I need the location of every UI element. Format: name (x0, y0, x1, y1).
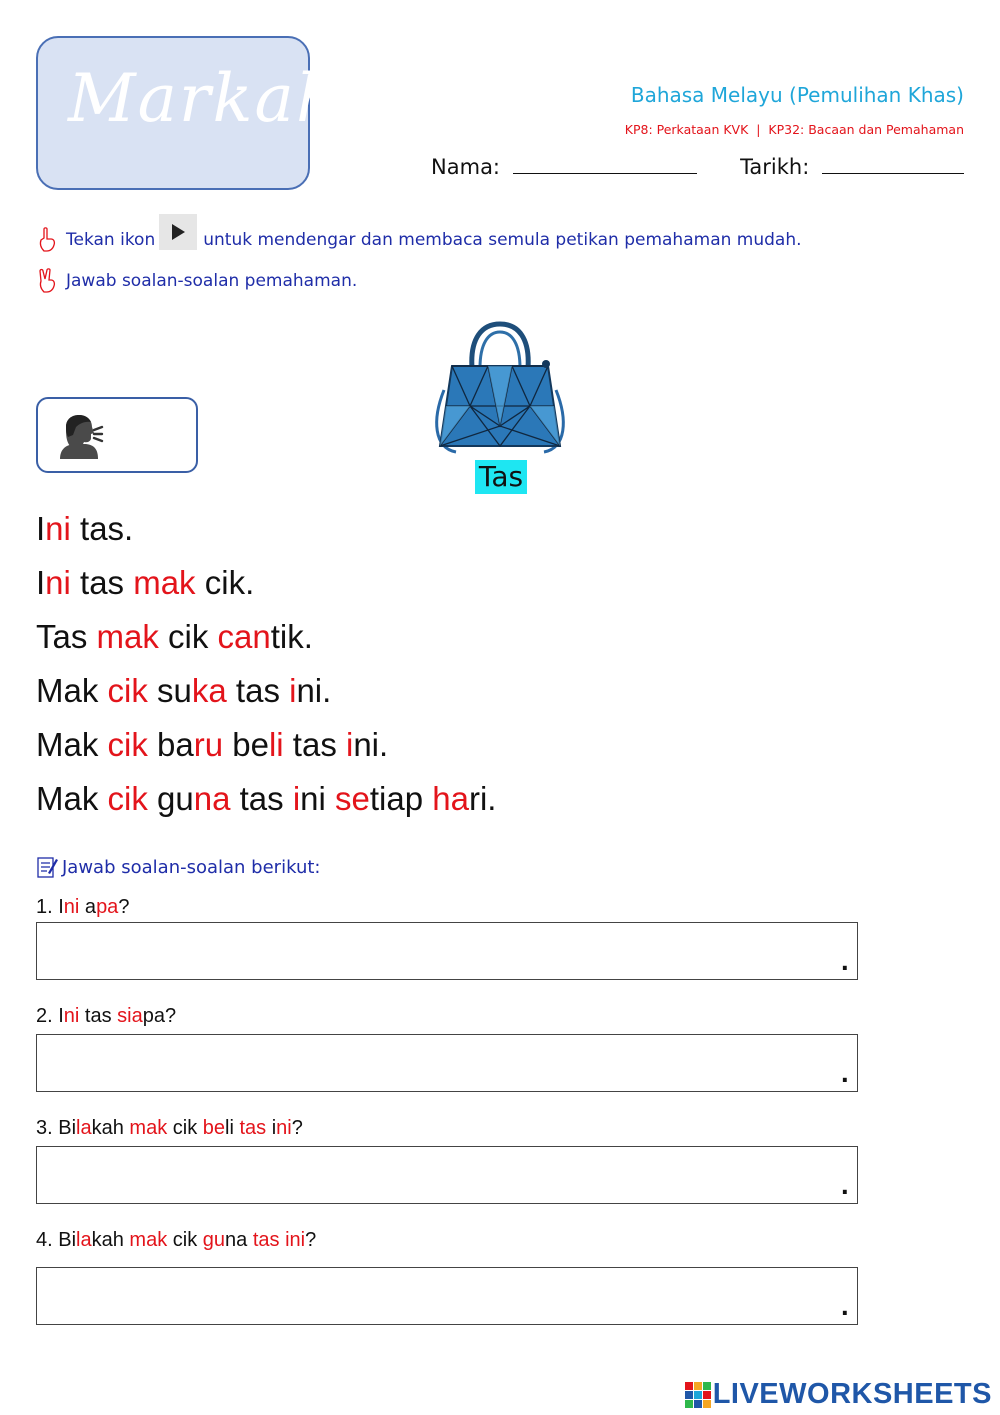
tarikh-blank[interactable] (822, 155, 964, 174)
highlighted-syllable: cik (107, 672, 148, 709)
highlighted-syllable: ni (63, 1005, 80, 1027)
text-segment: na (225, 1229, 253, 1251)
text-segment: Mak (36, 780, 108, 817)
highlighted-syllable: ini (285, 1229, 306, 1251)
highlighted-syllable: cik (107, 726, 148, 763)
text-segment: kah (91, 1229, 130, 1251)
highlighted-syllable: i (292, 780, 301, 817)
text-segment: 1. I (36, 896, 64, 918)
text-segment: ba (147, 726, 194, 763)
highlighted-syllable: ha (432, 780, 469, 817)
answer-end-dot: . (840, 1175, 849, 1200)
text-segment: tik. (270, 618, 313, 655)
text-segment: a (79, 896, 97, 918)
passage-sentence (36, 726, 388, 764)
text-segment: tas (70, 564, 134, 601)
instruction-1 (36, 222, 802, 258)
highlighted-syllable: sia (117, 1005, 143, 1027)
passage-sentence (36, 780, 496, 818)
nama-label: Nama: (431, 155, 501, 179)
highlighted-syllable: ni (45, 564, 71, 601)
question (36, 1117, 303, 1140)
text-segment: tiap (369, 780, 433, 817)
footer-logo[interactable] (685, 1378, 992, 1411)
nama-blank[interactable] (513, 155, 697, 174)
two-finger-hand-icon (36, 268, 58, 294)
answer-field[interactable] (36, 922, 858, 980)
speaking-head-icon (56, 413, 104, 461)
footer-brand: LIVEWORKSHEETS (712, 1378, 992, 1410)
text-segment: I (36, 510, 46, 547)
markah-label: Markah (68, 60, 341, 137)
text-segment: cik (167, 1117, 203, 1139)
highlighted-syllable: ni (63, 896, 80, 918)
text-segment: tas (226, 672, 290, 709)
highlighted-syllable: se (335, 780, 370, 817)
text-segment: tas (79, 1005, 118, 1027)
highlighted-syllable: li (268, 726, 284, 763)
text-segment: Mak (36, 672, 108, 709)
text-segment: tas. (70, 510, 134, 547)
instruction-1-after: untuk mendengar dan membaca semula petikan pemahaman mudah. (203, 230, 802, 250)
answer-end-dot: . (840, 951, 849, 976)
highlighted-syllable: pa (96, 896, 119, 918)
text-segment: gu (147, 780, 194, 817)
highlighted-syllable: tas (239, 1117, 267, 1139)
bag-label: Tas (475, 460, 527, 494)
text-segment: Mak (36, 726, 108, 763)
text-segment: 3. Bi (36, 1117, 77, 1139)
text-segment: ni. (296, 672, 332, 709)
text-segment: ni. (353, 726, 389, 763)
highlighted-syllable: cik (107, 780, 148, 817)
highlighted-syllable: ni (276, 1117, 292, 1139)
text-segment: tas (230, 780, 293, 817)
text-segment: i (266, 1117, 277, 1139)
highlighted-syllable: i (345, 726, 354, 763)
highlighted-syllable: ru (193, 726, 224, 763)
name-date-row (431, 155, 964, 179)
answer-end-dot: . (840, 1296, 849, 1321)
answer-end-dot: . (840, 1063, 849, 1088)
questions-header (36, 855, 320, 879)
subject-title: Bahasa Melayu (Pemulihan Khas) (630, 83, 964, 107)
liveworksheets-logo-icon (685, 1382, 711, 1408)
question (36, 1005, 176, 1028)
answer-field[interactable] (36, 1034, 858, 1092)
instruction-2 (36, 268, 357, 294)
answer-field[interactable] (36, 1267, 858, 1325)
bag-image (430, 320, 570, 462)
instruction-2-text: Jawab soalan-soalan pemahaman. (66, 271, 358, 291)
highlighted-syllable: ni (45, 510, 71, 547)
passage-sentence (36, 564, 254, 602)
text-segment: ? (305, 1229, 317, 1251)
answer-field[interactable] (36, 1146, 858, 1204)
play-icon (170, 223, 186, 241)
highlighted-syllable: la (76, 1117, 92, 1139)
play-button[interactable] (159, 214, 197, 250)
highlighted-syllable: i (289, 672, 297, 709)
questions-header-text: Jawab soalan-soalan berikut: (62, 856, 321, 878)
text-segment: ri. (468, 780, 497, 817)
text-segment: cik (158, 618, 218, 655)
kp-line: KP8: Perkataan KVK | KP32: Bacaan dan Pemahaman (624, 122, 964, 137)
text-segment: 4. Bi (36, 1229, 77, 1251)
tarikh-label: Tarikh: (740, 155, 810, 179)
instruction-1-before: Tekan ikon (66, 230, 156, 250)
highlighted-syllable: ka (191, 672, 227, 709)
text-segment: ni (300, 780, 336, 817)
passage-sentence (36, 672, 331, 710)
question (36, 896, 129, 919)
text-segment: tas (283, 726, 346, 763)
highlighted-syllable: tas (252, 1229, 280, 1251)
highlighted-syllable: gu (202, 1229, 226, 1251)
highlighted-syllable: mak (96, 618, 159, 655)
text-segment: li (225, 1117, 240, 1139)
text-segment: ? (118, 896, 130, 918)
highlighted-syllable: la (76, 1229, 92, 1251)
text-segment: Tas (36, 618, 97, 655)
text-segment: kah (91, 1117, 130, 1139)
passage-sentence (36, 510, 133, 548)
highlighted-syllable: na (193, 780, 231, 817)
one-finger-hand-icon (36, 227, 58, 253)
passage-sentence (36, 618, 313, 656)
highlighted-syllable: mak (129, 1229, 168, 1251)
highlighted-syllable: mak (133, 564, 196, 601)
memo-icon (36, 855, 58, 879)
highlighted-syllable: be (202, 1117, 226, 1139)
text-segment: I (36, 564, 46, 601)
highlighted-syllable: mak (129, 1117, 168, 1139)
text-segment: su (147, 672, 192, 709)
text-segment: 2. I (36, 1005, 64, 1027)
highlighted-syllable: can (217, 618, 271, 655)
text-segment: cik. (195, 564, 255, 601)
text-segment: pa? (142, 1005, 177, 1027)
text-segment: cik (167, 1229, 203, 1251)
question (36, 1229, 316, 1252)
text-segment: ? (291, 1117, 303, 1139)
text-segment: be (223, 726, 269, 763)
